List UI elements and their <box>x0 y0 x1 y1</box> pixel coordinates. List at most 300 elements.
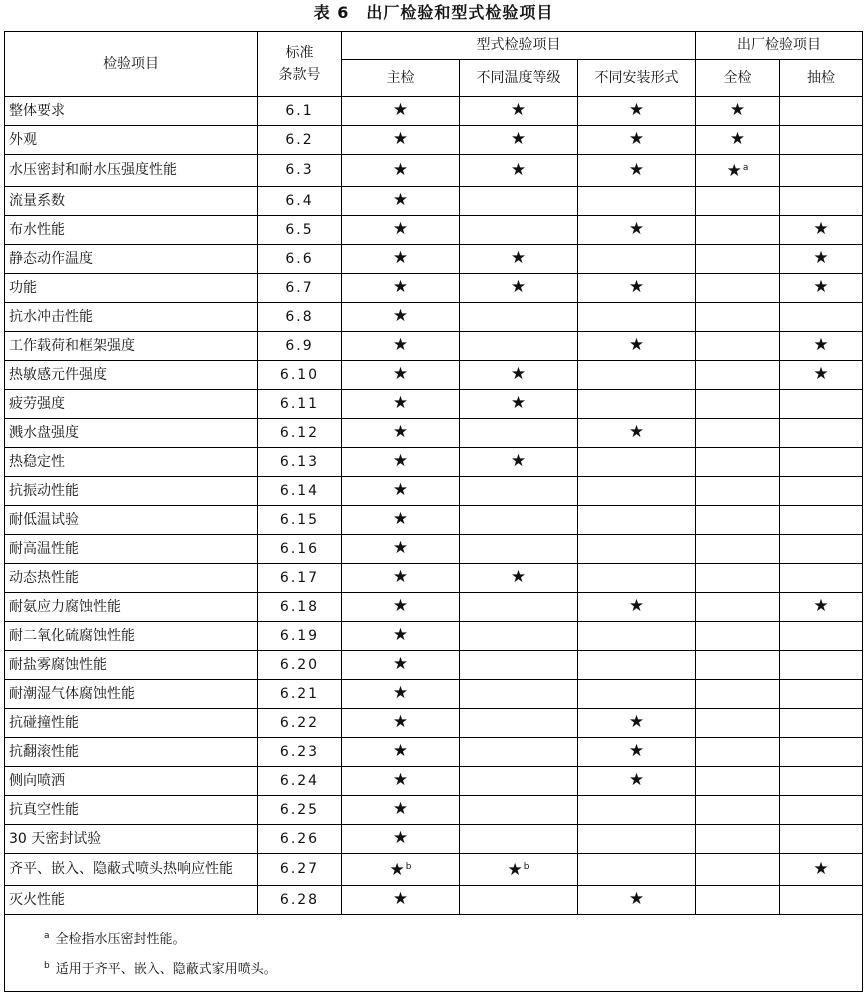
star-mark: ★ <box>813 596 829 616</box>
row-item: 外观 <box>5 126 258 155</box>
star-mark: ★ <box>628 741 645 761</box>
row-item: 耐潮湿气体腐蚀性能 <box>5 680 258 709</box>
footnote-mark: b <box>44 961 50 971</box>
header-main: 主检 <box>342 60 460 97</box>
star-mark: ★ <box>729 100 746 120</box>
header-clause <box>258 32 342 97</box>
star-mark: ★ <box>392 596 409 616</box>
table-row <box>5 506 863 535</box>
row-sample-cell <box>780 448 863 477</box>
row-main-cell <box>342 303 460 332</box>
row-item: 水压密封和耐水压强度性能 <box>5 155 258 187</box>
header-factory-group: 出厂检验项目 <box>696 32 863 60</box>
row-clause: 6.22 <box>258 709 342 738</box>
row-item: 抗真空性能 <box>5 796 258 825</box>
row-sample-cell <box>780 622 863 651</box>
row-clause: 6.27 <box>258 854 342 886</box>
table-row <box>5 593 863 622</box>
star-mark: ★ <box>813 858 829 879</box>
row-sample-cell <box>780 332 863 361</box>
row-install-cell <box>578 187 696 216</box>
star-mark: ★ <box>628 159 645 180</box>
star-mark: ★ <box>392 625 409 645</box>
row-item: 功能 <box>5 274 258 303</box>
row-install-cell <box>578 767 696 796</box>
row-clause: 6.8 <box>258 303 342 332</box>
row-full-cell <box>696 187 780 216</box>
row-item: 侧向喷洒 <box>5 767 258 796</box>
row-item: 齐平、嵌入、隐蔽式喷头热响应性能 <box>5 854 258 886</box>
row-temp-cell <box>460 564 578 593</box>
row-item: 热稳定性 <box>5 448 258 477</box>
row-temp-cell <box>460 274 578 303</box>
row-install-cell <box>578 477 696 506</box>
row-full-cell <box>696 854 780 886</box>
row-clause: 6.4 <box>258 187 342 216</box>
row-install-cell <box>578 854 696 886</box>
row-full-cell <box>696 796 780 825</box>
table-row <box>5 97 863 126</box>
row-sample-cell <box>780 126 863 155</box>
row-main-cell <box>342 390 460 419</box>
row-full-cell <box>696 216 780 245</box>
star-mark: ★ <box>392 712 409 732</box>
row-full-cell <box>696 535 780 564</box>
row-item: 整体要求 <box>5 97 258 126</box>
row-temp-cell <box>460 187 578 216</box>
row-temp-cell <box>460 390 578 419</box>
star-mark: ★ <box>628 335 645 355</box>
row-full-cell <box>696 477 780 506</box>
row-item: 耐高温性能 <box>5 535 258 564</box>
row-install-cell <box>578 622 696 651</box>
row-item: 热敏感元件强度 <box>5 361 258 390</box>
star-mark: ★ <box>392 335 409 355</box>
star-mark: ★ <box>392 159 409 180</box>
row-install-cell <box>578 593 696 622</box>
star-mark: ★ <box>392 741 409 761</box>
notes-row <box>5 915 863 992</box>
row-sample-cell <box>780 825 863 854</box>
row-install-cell <box>578 155 696 187</box>
table-row <box>5 535 863 564</box>
row-clause: 6.7 <box>258 274 342 303</box>
star-mark: ★ <box>392 248 409 268</box>
row-main-cell <box>342 419 460 448</box>
row-item: 耐氨应力腐蚀性能 <box>5 593 258 622</box>
row-sample-cell <box>780 216 863 245</box>
row-clause: 6.20 <box>258 651 342 680</box>
row-temp-cell <box>460 477 578 506</box>
table-row <box>5 303 863 332</box>
row-temp-cell <box>460 680 578 709</box>
row-item: 抗水冲击性能 <box>5 303 258 332</box>
star-mark: ★ <box>392 100 409 120</box>
row-clause: 6.24 <box>258 767 342 796</box>
row-sample-cell <box>780 506 863 535</box>
star-mark: ★ <box>392 451 409 471</box>
table-row <box>5 709 863 738</box>
star-mark: ★ <box>392 828 409 848</box>
row-full-cell <box>696 738 780 767</box>
row-full-cell <box>696 622 780 651</box>
table-row <box>5 854 863 886</box>
row-main-cell <box>342 506 460 535</box>
row-temp-cell <box>460 448 578 477</box>
row-item: 耐低温试验 <box>5 506 258 535</box>
header-sample: 抽检 <box>780 60 863 97</box>
row-install-cell <box>578 126 696 155</box>
star-mark: ★ <box>392 190 409 210</box>
row-sample-cell <box>780 361 863 390</box>
row-main-cell <box>342 216 460 245</box>
row-sample-cell <box>780 564 863 593</box>
star-mark: ★ <box>510 393 527 413</box>
header-install: 不同安装形式 <box>578 60 696 97</box>
row-clause: 6.26 <box>258 825 342 854</box>
row-main-cell <box>342 97 460 126</box>
row-full-cell <box>696 680 780 709</box>
row-main-cell <box>342 361 460 390</box>
row-install-cell <box>578 796 696 825</box>
row-main-cell <box>342 825 460 854</box>
star-mark: ★ <box>813 219 829 239</box>
row-clause: 6.28 <box>258 886 342 915</box>
row-main-cell <box>342 155 460 187</box>
header-full: 全检 <box>696 60 780 97</box>
row-install-cell <box>578 680 696 709</box>
footnote-mark: a <box>44 931 50 941</box>
row-item: 动态热性能 <box>5 564 258 593</box>
row-install-cell <box>578 332 696 361</box>
star-mark: ★ <box>392 306 409 326</box>
star-mark: ★ <box>392 509 409 529</box>
row-full-cell <box>696 126 780 155</box>
header-type-group: 型式检验项目 <box>342 32 696 60</box>
star-mark: ★ <box>813 277 829 297</box>
star-mark: ★ <box>510 159 527 180</box>
row-clause: 6.19 <box>258 622 342 651</box>
row-clause: 6.13 <box>258 448 342 477</box>
row-main-cell <box>342 622 460 651</box>
row-full-cell <box>696 709 780 738</box>
row-item: 耐盐雾腐蚀性能 <box>5 651 258 680</box>
row-clause: 6.9 <box>258 332 342 361</box>
row-install-cell <box>578 245 696 274</box>
star-mark: ★ <box>392 889 409 909</box>
row-item: 抗翻滚性能 <box>5 738 258 767</box>
row-clause: 6.5 <box>258 216 342 245</box>
row-temp-cell <box>460 709 578 738</box>
table-row <box>5 216 863 245</box>
row-full-cell <box>696 419 780 448</box>
table-row <box>5 564 863 593</box>
row-full-cell <box>696 825 780 854</box>
row-temp-cell <box>460 854 578 886</box>
row-main-cell <box>342 245 460 274</box>
row-temp-cell <box>460 593 578 622</box>
star-mark: ★ <box>628 596 645 616</box>
star-mark: ★ <box>628 219 645 239</box>
row-temp-cell <box>460 126 578 155</box>
row-main-cell <box>342 796 460 825</box>
footnote-ref: a <box>742 163 749 173</box>
table-row <box>5 274 863 303</box>
row-full-cell <box>696 886 780 915</box>
row-sample-cell <box>780 535 863 564</box>
star-mark: ★ <box>628 712 645 732</box>
row-clause: 6.25 <box>258 796 342 825</box>
row-main-cell <box>342 448 460 477</box>
row-sample-cell <box>780 419 863 448</box>
row-sample-cell <box>780 593 863 622</box>
row-item: 抗碰撞性能 <box>5 709 258 738</box>
star-mark: ★ <box>510 364 527 384</box>
row-install-cell <box>578 506 696 535</box>
row-install-cell <box>578 738 696 767</box>
footnote <box>5 921 862 951</box>
row-temp-cell <box>460 796 578 825</box>
table-row <box>5 622 863 651</box>
row-temp-cell <box>460 738 578 767</box>
table-row <box>5 187 863 216</box>
row-sample-cell <box>780 477 863 506</box>
row-clause: 6.10 <box>258 361 342 390</box>
row-full-cell <box>696 564 780 593</box>
row-item: 静态动作温度 <box>5 245 258 274</box>
star-mark: ★ <box>628 100 645 120</box>
star-mark: ★ <box>392 422 409 442</box>
row-full-cell <box>696 593 780 622</box>
footnote-ref: b <box>405 862 412 872</box>
row-clause: 6.6 <box>258 245 342 274</box>
star-mark: ★ <box>392 683 409 703</box>
star-mark: ★ <box>510 129 527 149</box>
row-item: 布水性能 <box>5 216 258 245</box>
table-row <box>5 245 863 274</box>
star-mark: ★ <box>729 129 746 149</box>
table-row <box>5 361 863 390</box>
row-clause: 6.2 <box>258 126 342 155</box>
star-mark: ★ <box>628 422 645 442</box>
row-install-cell <box>578 274 696 303</box>
star-mark: ★ <box>507 860 523 880</box>
row-main-cell <box>342 651 460 680</box>
row-install-cell <box>578 97 696 126</box>
row-clause: 6.12 <box>258 419 342 448</box>
inspection-table <box>4 31 863 992</box>
star-mark: ★ <box>392 129 409 149</box>
star-mark: ★ <box>628 129 645 149</box>
star-mark: ★ <box>628 277 645 297</box>
star-mark: ★ <box>392 277 409 297</box>
row-item: 流量系数 <box>5 187 258 216</box>
row-full-cell <box>696 361 780 390</box>
row-main-cell <box>342 680 460 709</box>
row-install-cell <box>578 535 696 564</box>
row-full-cell <box>696 448 780 477</box>
row-main-cell <box>342 477 460 506</box>
row-temp-cell <box>460 825 578 854</box>
row-main-cell <box>342 767 460 796</box>
table-row <box>5 796 863 825</box>
row-temp-cell <box>460 303 578 332</box>
table-row <box>5 651 863 680</box>
table-row <box>5 126 863 155</box>
row-sample-cell <box>780 796 863 825</box>
row-temp-cell <box>460 419 578 448</box>
row-install-cell <box>578 419 696 448</box>
row-main-cell <box>342 126 460 155</box>
row-sample-cell <box>780 738 863 767</box>
row-clause: 6.23 <box>258 738 342 767</box>
row-clause: 6.17 <box>258 564 342 593</box>
table-row <box>5 419 863 448</box>
row-item: 30 天密封试验 <box>5 825 258 854</box>
row-install-cell <box>578 709 696 738</box>
row-install-cell <box>578 216 696 245</box>
row-full-cell <box>696 651 780 680</box>
star-mark: ★ <box>813 248 829 268</box>
row-temp-cell <box>460 332 578 361</box>
row-sample-cell <box>780 886 863 915</box>
row-main-cell <box>342 332 460 361</box>
star-mark: ★ <box>628 770 645 790</box>
row-full-cell <box>696 274 780 303</box>
row-main-cell <box>342 187 460 216</box>
star-mark: ★ <box>392 480 409 500</box>
row-temp-cell <box>460 97 578 126</box>
star-mark: ★ <box>392 654 409 674</box>
row-clause: 6.18 <box>258 593 342 622</box>
table-row <box>5 886 863 915</box>
row-item: 工作载荷和框架强度 <box>5 332 258 361</box>
row-clause: 6.14 <box>258 477 342 506</box>
footnote-ref: b <box>523 862 530 872</box>
notes-cell <box>5 915 863 992</box>
row-sample-cell <box>780 651 863 680</box>
row-temp-cell <box>460 155 578 187</box>
row-item: 耐二氧化硫腐蚀性能 <box>5 622 258 651</box>
row-install-cell <box>578 564 696 593</box>
table-row <box>5 332 863 361</box>
row-clause: 6.1 <box>258 97 342 126</box>
table-row <box>5 767 863 796</box>
row-full-cell <box>696 97 780 126</box>
row-item: 溅水盘强度 <box>5 419 258 448</box>
star-mark: ★ <box>510 451 527 471</box>
star-mark: ★ <box>510 567 527 587</box>
row-full-cell <box>696 303 780 332</box>
star-mark: ★ <box>392 799 409 819</box>
row-main-cell <box>342 274 460 303</box>
row-temp-cell <box>460 216 578 245</box>
star-mark: ★ <box>392 770 409 790</box>
row-install-cell <box>578 825 696 854</box>
row-item: 疲劳强度 <box>5 390 258 419</box>
star-mark: ★ <box>510 277 527 297</box>
row-main-cell <box>342 886 460 915</box>
row-clause: 6.15 <box>258 506 342 535</box>
row-sample-cell <box>780 709 863 738</box>
star-mark: ★ <box>726 161 742 181</box>
row-sample-cell <box>780 303 863 332</box>
row-install-cell <box>578 448 696 477</box>
row-main-cell <box>342 709 460 738</box>
row-full-cell <box>696 332 780 361</box>
row-sample-cell <box>780 680 863 709</box>
row-temp-cell <box>460 535 578 564</box>
row-clause: 6.3 <box>258 155 342 187</box>
row-item: 抗振动性能 <box>5 477 258 506</box>
row-clause: 6.11 <box>258 390 342 419</box>
header-clause-line1: 标准 <box>285 45 314 61</box>
row-sample-cell <box>780 245 863 274</box>
row-temp-cell <box>460 622 578 651</box>
table-row <box>5 738 863 767</box>
star-mark: ★ <box>392 538 409 558</box>
star-mark: ★ <box>389 860 405 880</box>
star-mark: ★ <box>813 335 829 355</box>
row-sample-cell <box>780 390 863 419</box>
row-install-cell <box>578 361 696 390</box>
header-row-1 <box>5 32 863 60</box>
table-row <box>5 680 863 709</box>
table-row <box>5 477 863 506</box>
header-item: 检验项目 <box>5 32 258 97</box>
row-sample-cell <box>780 187 863 216</box>
header-clause-line2: 条款号 <box>278 67 321 83</box>
row-install-cell <box>578 390 696 419</box>
row-clause: 6.21 <box>258 680 342 709</box>
star-mark: ★ <box>392 393 409 413</box>
star-mark: ★ <box>392 364 409 384</box>
row-install-cell <box>578 886 696 915</box>
row-full-cell <box>696 155 780 187</box>
footnote <box>5 951 862 981</box>
star-mark: ★ <box>392 567 409 587</box>
star-mark: ★ <box>392 219 409 239</box>
row-full-cell <box>696 245 780 274</box>
row-temp-cell <box>460 886 578 915</box>
footnote-text: 全检指水压密封性能。 <box>55 932 186 947</box>
row-clause: 6.16 <box>258 535 342 564</box>
table-row <box>5 448 863 477</box>
table-row <box>5 155 863 187</box>
star-mark: ★ <box>510 100 527 120</box>
header-temp: 不同温度等级 <box>460 60 578 97</box>
row-full-cell <box>696 506 780 535</box>
star-mark: ★ <box>813 364 829 384</box>
row-sample-cell <box>780 97 863 126</box>
table-title: 表 6 出厂检验和型式检验项目 <box>313 3 554 22</box>
row-full-cell <box>696 767 780 796</box>
row-main-cell <box>342 564 460 593</box>
row-sample-cell <box>780 274 863 303</box>
row-sample-cell <box>780 155 863 187</box>
star-mark: ★ <box>510 248 527 268</box>
footnote-text: 适用于齐平、嵌入、隐蔽式家用喷头。 <box>55 962 277 977</box>
row-temp-cell <box>460 245 578 274</box>
row-item: 灭火性能 <box>5 886 258 915</box>
star-mark: ★ <box>628 889 645 909</box>
table-row <box>5 390 863 419</box>
row-install-cell <box>578 303 696 332</box>
table-row <box>5 825 863 854</box>
row-install-cell <box>578 651 696 680</box>
row-temp-cell <box>460 506 578 535</box>
row-main-cell <box>342 854 460 886</box>
